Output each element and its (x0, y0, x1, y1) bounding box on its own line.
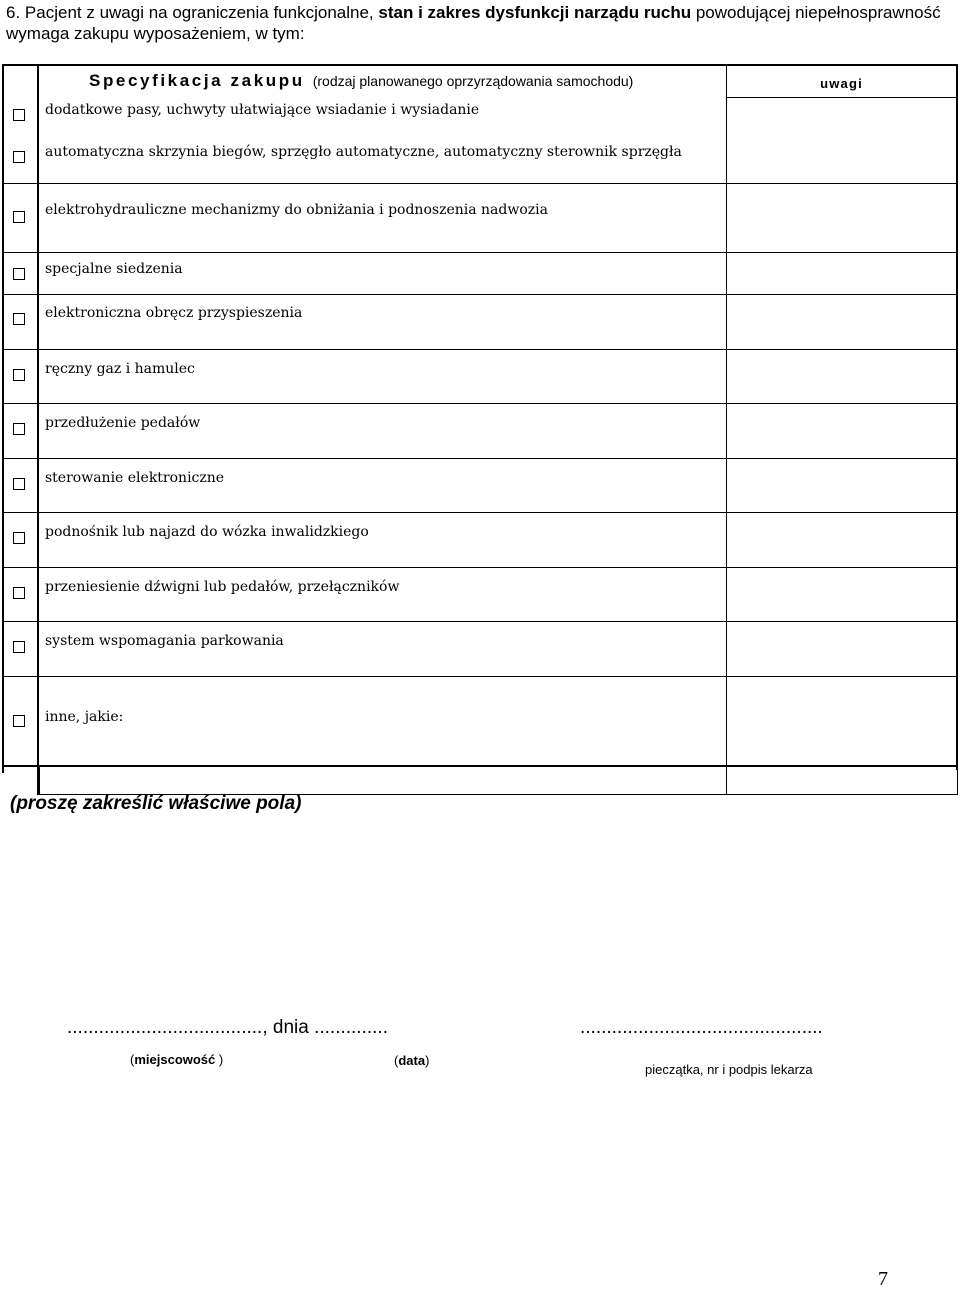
table-footer-strip (2, 765, 958, 793)
spec-subheading: (rodzaj planowanego oprzyrządowania samochodu) (312, 73, 634, 89)
table-row-group (4, 97, 956, 183)
checkbox[interactable] (13, 423, 25, 435)
table-row (4, 183, 956, 252)
table-header-title (89, 71, 633, 91)
notes-cell[interactable] (727, 97, 956, 183)
checkbox[interactable] (13, 109, 25, 121)
page-number: 7 (878, 1268, 888, 1290)
table-row (4, 621, 956, 676)
checkbox[interactable] (13, 587, 25, 599)
item-label: sterowanie elektroniczne (45, 470, 225, 486)
checkbox[interactable] (13, 715, 25, 727)
checkbox[interactable] (13, 151, 25, 163)
date-caption-text: data (398, 1053, 426, 1068)
checkbox[interactable] (13, 313, 25, 325)
notes-cell[interactable] (727, 253, 956, 294)
item-label: ręczny gaz i hamulec (45, 361, 195, 377)
notes-cell[interactable] (727, 568, 956, 621)
checkbox[interactable] (13, 532, 25, 544)
date-caption: (data) (394, 1053, 430, 1068)
checkbox[interactable] (13, 211, 25, 223)
table-row (4, 349, 956, 403)
notes-cell[interactable] (727, 350, 956, 403)
checkbox[interactable] (13, 268, 25, 280)
place-caption: (miejscowość ) (130, 1052, 224, 1067)
notes-cell[interactable] (727, 622, 956, 676)
checkbox[interactable] (13, 641, 25, 653)
item-label: system wspomagania parkowania (45, 633, 284, 649)
intro-text-before: Pacjent z uwagi na ograniczenia funkcjonalne, (24, 3, 374, 22)
table-row (4, 676, 956, 770)
table-row (4, 403, 956, 458)
intro-number: 6. (6, 3, 21, 22)
notes-cell[interactable] (727, 677, 956, 770)
table-row (4, 458, 956, 512)
item-label: specjalne siedzenia (45, 261, 183, 277)
place-date-line: ....................................., dnia .............. (67, 1017, 388, 1038)
notes-cell[interactable] (727, 184, 956, 252)
item-label: automatyczna skrzynia biegów, sprzęgło automatyczne, automatyczny sterownik sprzęgła (45, 144, 682, 160)
intro-text-bold: stan i zakres dysfunkcji narządu ruchu (378, 3, 692, 22)
item-label: inne, jakie: (45, 709, 124, 725)
equipment-table (2, 64, 958, 770)
notes-cell[interactable] (727, 459, 956, 512)
table-header-row (4, 66, 956, 97)
instruction-text: (proszę zakreślić właściwe pola) (10, 793, 302, 814)
table-row (4, 129, 727, 183)
notes-cell[interactable] (727, 404, 956, 458)
item-label: dodatkowe pasy, uchwyty ułatwiające wsiadanie i wysiadanie (45, 102, 480, 118)
table-row (4, 567, 956, 621)
table-row (4, 97, 727, 129)
place-caption-text: miejscowość (134, 1052, 216, 1067)
item-label: podnośnik lub najazd do wózka inwalidzkiego (45, 524, 369, 540)
table-row (4, 512, 956, 567)
item-label: przedłużenie pedałów (45, 415, 201, 431)
intro-text-after: powodującej niepełnosprawność wymaga zakupu wyposażeniem, w tym: (6, 3, 941, 43)
notes-header: uwagi (820, 76, 863, 91)
item-label: elektroniczna obręcz przyspieszenia (45, 305, 303, 321)
checkbox[interactable] (13, 478, 25, 490)
table-row (4, 294, 956, 349)
intro-paragraph (6, 2, 946, 44)
notes-cell[interactable] (727, 295, 956, 349)
checkbox[interactable] (13, 369, 25, 381)
item-label: przeniesienie dźwigni lub pedałów, przełączników (45, 579, 400, 595)
stamp-line: .............................................. (580, 1017, 823, 1038)
table-row (4, 252, 956, 294)
stamp-caption: pieczątka, nr i podpis lekarza (645, 1062, 813, 1077)
spec-heading: Specyfikacja zakupu (89, 71, 305, 90)
notes-cell[interactable] (727, 513, 956, 567)
item-label: elektrohydrauliczne mechanizmy do obniżania i podnoszenia nadwozia (45, 202, 548, 218)
